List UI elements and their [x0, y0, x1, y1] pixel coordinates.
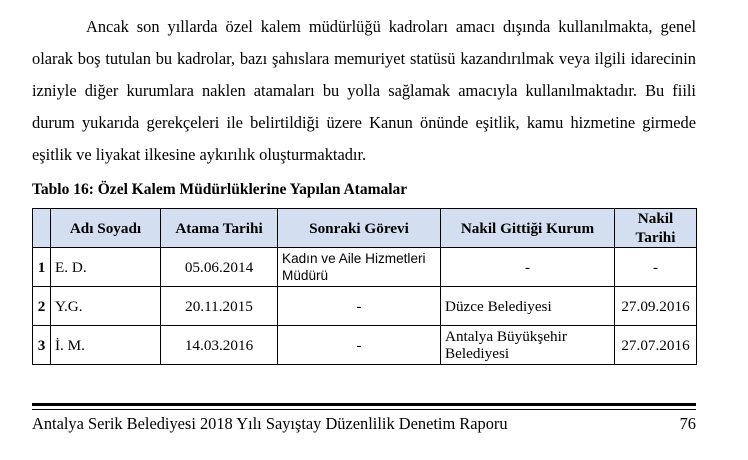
appointments-table: [32, 208, 697, 365]
row-name: E. D.: [51, 248, 161, 287]
header-transfer-institution: Nakil Gittiği Kurum: [441, 209, 615, 248]
footer-rule-thick: [32, 403, 696, 406]
row-appointment-date: 14.03.2016: [161, 326, 278, 365]
row-next-position: -: [278, 287, 441, 326]
header-next-position: Sonraki Görevi: [278, 209, 441, 248]
paragraph-text: Ancak son yıllarda özel kalem müdürlüğü kadroları amacı dışında kullanılmakta, genel olarak boş tutulan bu kadrolar, bazı şahıslara memuriyet statüsü kazandırılmak veya ilgili idarecinin izniyle diğer kurumlara naklen atamaları bu yolla sağlamak amacıyla kullanılmaktadır. Bu fiili durum yukarıda gerekçeleri ile belirtildiği üzere Kanun önünde eşitlik, kamu hizmetine girmede eşitlik ve liyakat ilkesine aykırılık oluşturmaktadır.: [32, 17, 696, 164]
table-row: [33, 248, 697, 287]
row-next-position: Kadın ve Aile Hizmetleri Müdürü: [278, 248, 441, 287]
table-row: [33, 326, 697, 365]
header-transfer-date: Nakil Tarihi: [615, 209, 697, 248]
footer-report-title: Antalya Serik Belediyesi 2018 Yılı Sayıştay Düzenlilik Denetim Raporu: [32, 414, 508, 433]
header-name: Adı Soyadı: [51, 209, 161, 248]
table-caption: Tablo 16: Özel Kalem Müdürlüklerine Yapılan Atamalar: [32, 181, 408, 198]
row-transfer-institution: -: [441, 248, 615, 287]
row-transfer-institution: Antalya Büyükşehir Belediyesi: [441, 326, 615, 365]
table-header-row: [33, 209, 697, 248]
row-index: 1: [33, 248, 51, 287]
header-appointment-date: Atama Tarihi: [161, 209, 278, 248]
row-index: 3: [33, 326, 51, 365]
row-transfer-institution: Düzce Belediyesi: [441, 287, 615, 326]
row-transfer-date: 27.07.2016: [615, 326, 697, 365]
page-number: 76: [679, 414, 696, 433]
row-name: Y.G.: [51, 287, 161, 326]
row-index: 2: [33, 287, 51, 326]
body-paragraph: [32, 11, 696, 171]
header-index: [33, 209, 51, 248]
row-name: İ. M.: [51, 326, 161, 365]
table-row: [33, 287, 697, 326]
row-transfer-date: 27.09.2016: [615, 287, 697, 326]
row-appointment-date: 05.06.2014: [161, 248, 278, 287]
row-next-position: -: [278, 326, 441, 365]
row-appointment-date: 20.11.2015: [161, 287, 278, 326]
row-transfer-date: -: [615, 248, 697, 287]
footer-rule-thin: [32, 409, 696, 410]
